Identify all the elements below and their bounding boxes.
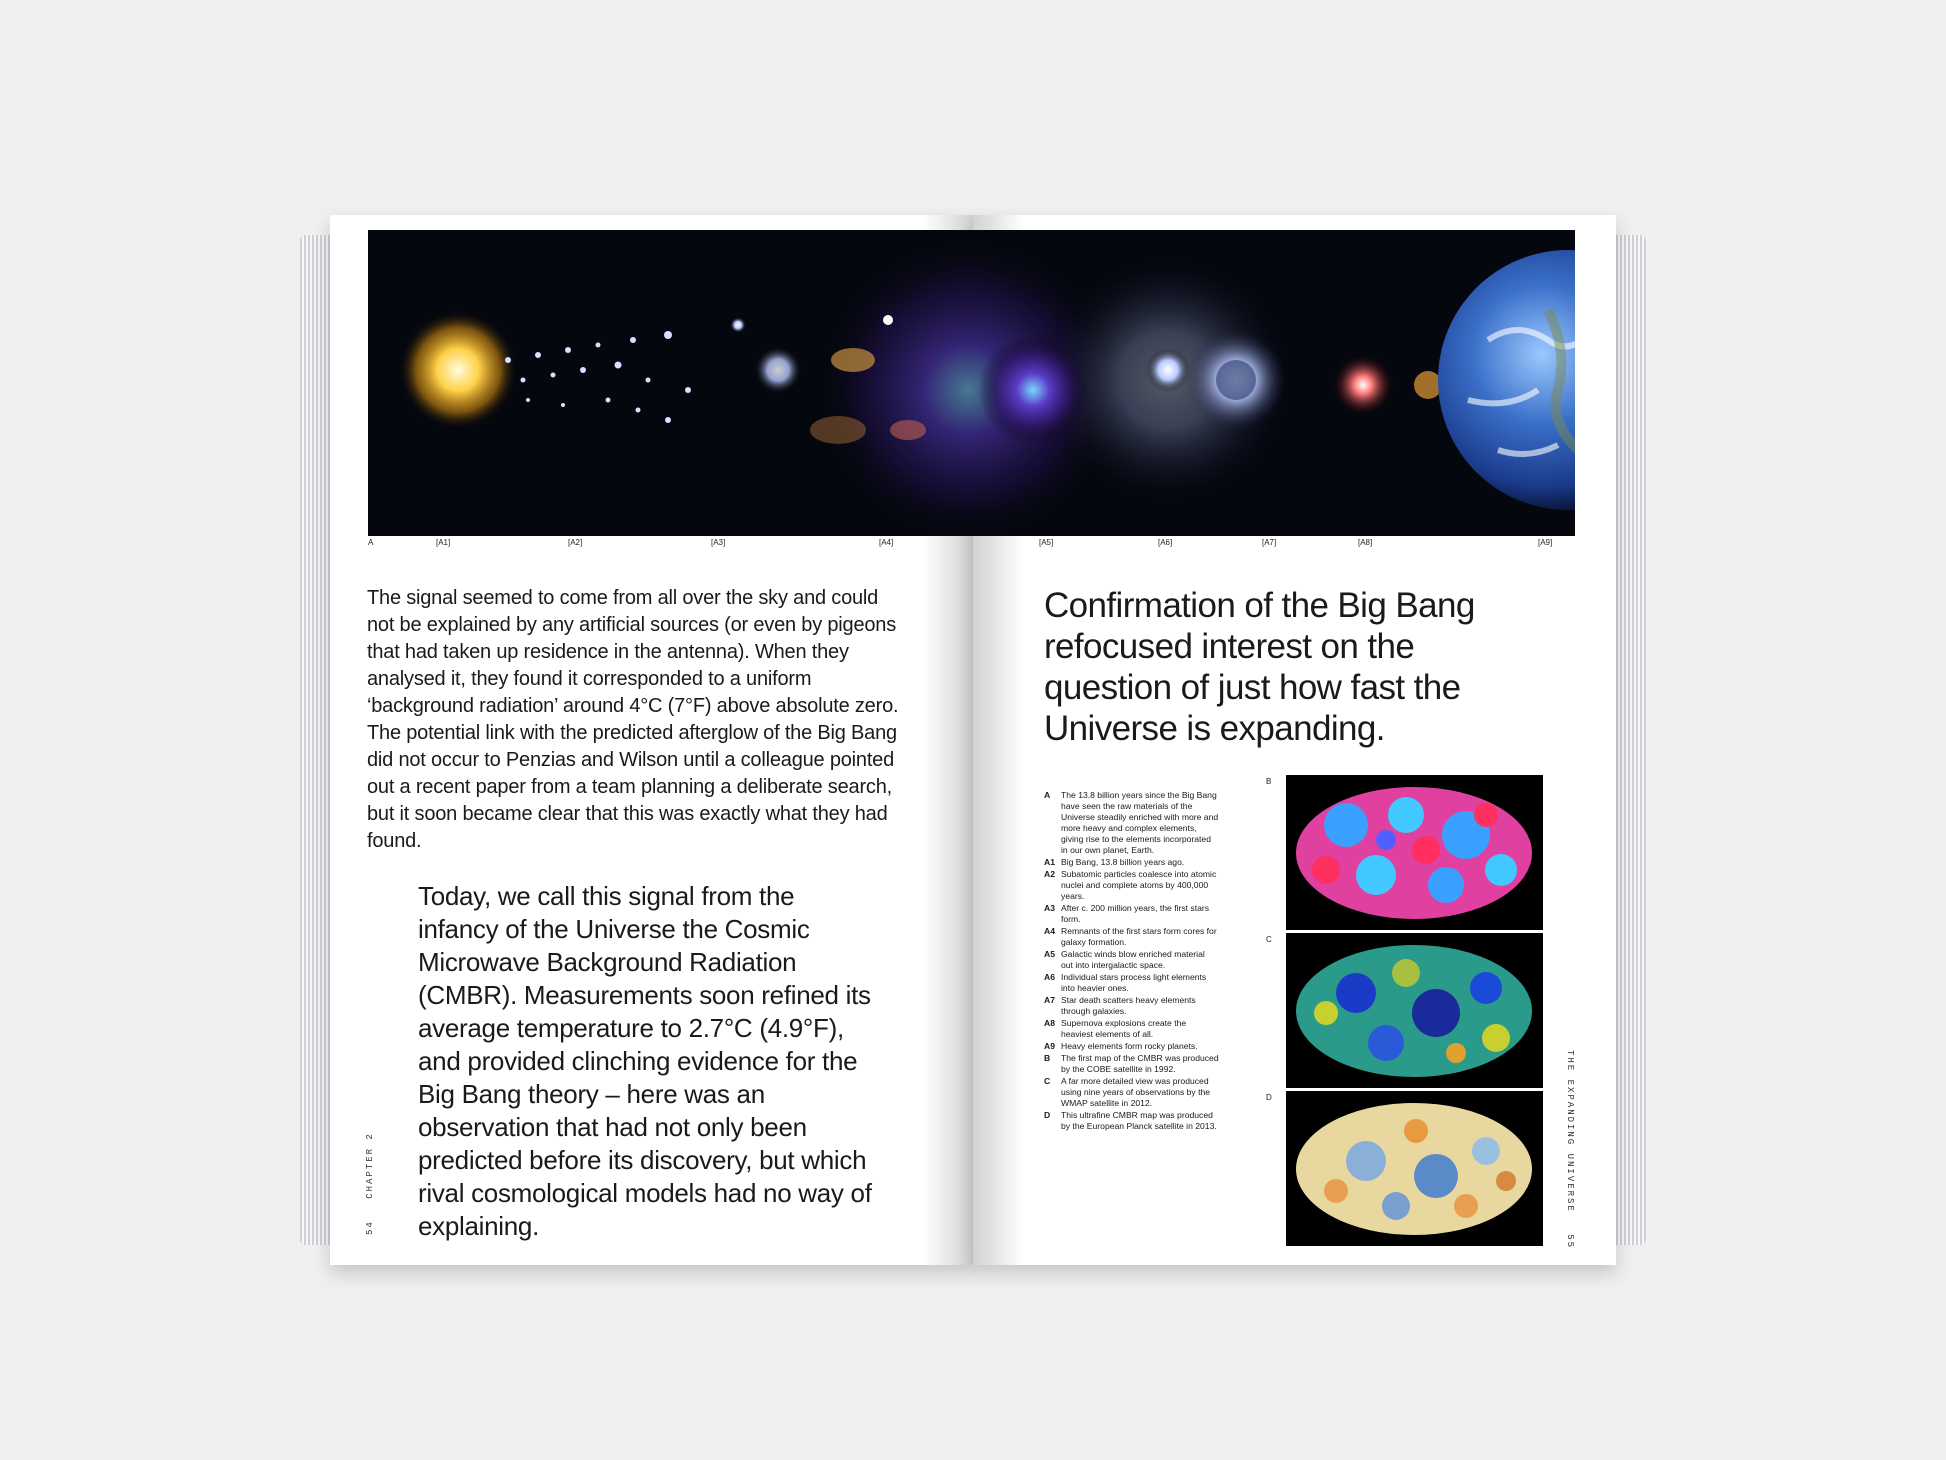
caption-text: After c. 200 million years, the first stars form. (1061, 903, 1210, 924)
caption-text: The 13.8 billion years since the Big Bang have seen the raw materials of the Universe steadily enriched with more and more heavy and complex elements, giving rise to the elements incorporated in our own planet, Earth. (1061, 790, 1219, 855)
caption-key: C (1044, 1076, 1051, 1086)
caption-text: Individual stars process light elements into heavier ones. (1061, 972, 1207, 993)
timeline-label: [A5] (1039, 538, 1054, 547)
caption-key: A3 (1044, 903, 1055, 913)
caption-item (1044, 790, 1219, 856)
caption-key: D (1044, 1110, 1051, 1120)
caption-item (1044, 926, 1219, 948)
caption-item (1044, 1041, 1219, 1052)
map-planck (1266, 1091, 1546, 1246)
caption-key: A2 (1044, 869, 1055, 879)
caption-key: A (1044, 790, 1051, 800)
cmbr-maps (1266, 775, 1546, 1249)
caption-item (1044, 995, 1219, 1017)
caption-key: A9 (1044, 1041, 1055, 1051)
timeline-labels (368, 538, 1575, 552)
caption-item (1044, 1053, 1219, 1075)
page-edges-left (300, 235, 330, 1245)
caption-text: Supernova explosions create the heaviest elements of all. (1061, 1018, 1187, 1039)
caption-text: A far more detailed view was produced using nine years of observations by the WMAP satellite in 2012. (1061, 1076, 1211, 1108)
caption-key: A4 (1044, 926, 1055, 936)
caption-key: A7 (1044, 995, 1055, 1005)
map-cobe (1266, 775, 1546, 930)
timeline-label: [A8] (1358, 538, 1373, 547)
caption-item (1044, 869, 1219, 902)
running-head-right (1565, 1050, 1575, 1263)
caption-text: Heavy elements form rocky planets. (1061, 1041, 1198, 1051)
caption-list (1044, 790, 1219, 1133)
caption-text: The first map of the CMBR was produced by the COBE satellite in 1992. (1061, 1053, 1219, 1074)
caption-key: A5 (1044, 949, 1055, 959)
caption-text: Galactic winds blow enriched material out into intergalactic space. (1061, 949, 1205, 970)
map-letter: D (1266, 1093, 1272, 1102)
page-headline: Confirmation of the Big Bang refocused interest on the question of just how fast the Universe is expanding. (1044, 586, 1475, 748)
caption-key: B (1044, 1053, 1051, 1063)
timeline-label: [A2] (568, 538, 583, 547)
body-paragraph: The signal seemed to come from all over the sky and could not be explained by any artificial sources (or even by pigeons that had taken up residence in the antenna). When they analysed it, they found it corresponded to a uniform ‘background radiation’ around 4°C (7°F) above absolute zero. The potential link with the predicted afterglow of the Big Bang did not occur to Penzias and Wilson until a colleague pointed out a recent paper from a team planning a deliberate search, but it soon became clear that this was exactly what they had found. (367, 587, 899, 852)
caption-key: A1 (1044, 857, 1055, 867)
running-head-left (365, 1118, 375, 1235)
wmap-map-image (1286, 933, 1543, 1088)
caption-text: Big Bang, 13.8 billion years ago. (1061, 857, 1185, 867)
timeline-label: [A6] (1158, 538, 1173, 547)
caption-text: Remnants of the first stars form cores for galaxy formation. (1061, 926, 1217, 947)
page-edges-right (1616, 235, 1646, 1245)
page-number: 55 (1565, 1234, 1575, 1250)
caption-item (1044, 972, 1219, 994)
timeline-label: [A4] (879, 538, 894, 547)
timeline-label: [A3] (711, 538, 726, 547)
timeline-label: [A7] (1262, 538, 1277, 547)
planck-map-image (1286, 1091, 1543, 1246)
caption-key: A8 (1044, 1018, 1055, 1028)
map-letter: C (1266, 935, 1272, 944)
caption-text: Star death scatters heavy elements through galaxies. (1061, 995, 1196, 1016)
caption-key: A6 (1044, 972, 1055, 982)
map-wmap (1266, 933, 1546, 1088)
caption-item (1044, 1110, 1219, 1132)
map-letter: B (1266, 777, 1272, 786)
caption-item (1044, 1076, 1219, 1109)
timeline-label: [A1] (436, 538, 451, 547)
cosmic-timeline-image (368, 230, 1575, 536)
section-label: THE EXPANDING UNIVERSE (1565, 1050, 1575, 1213)
caption-text: Subatomic particles coalesce into atomic nuclei and complete atoms by 400,000 years. (1061, 869, 1217, 901)
pull-quote: Today, we call this signal from the infancy of the Universe the Cosmic Microwave Background Radiation (CMBR). Measurements soon refined its average temperature to 2.7°C (4.9°F), and provided clinching evidence for the Big Bang theory – here was an observation that had not only been predicted before its discovery, but which rival cosmological models had no way of explaining. (418, 881, 872, 1241)
timeline-label: A (368, 538, 374, 547)
cobe-map-image (1286, 775, 1543, 930)
caption-item (1044, 857, 1219, 868)
chapter-label: CHAPTER 2 (365, 1132, 375, 1199)
caption-item (1044, 1018, 1219, 1040)
caption-item (1044, 949, 1219, 971)
caption-text: This ultrafine CMBR map was produced by the European Planck satellite in 2013. (1061, 1110, 1217, 1131)
page-number: 54 (365, 1220, 375, 1235)
timeline-label: [A9] (1538, 538, 1553, 547)
caption-item (1044, 903, 1219, 925)
